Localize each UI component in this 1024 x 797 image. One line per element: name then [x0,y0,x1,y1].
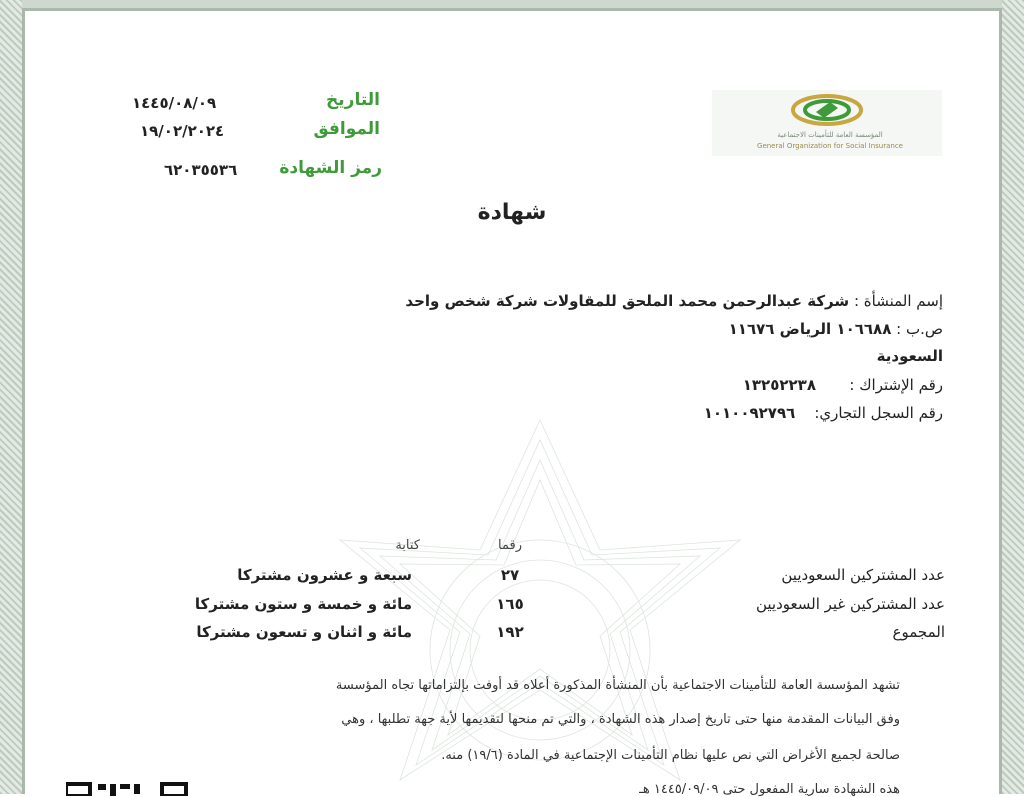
row-words-non-saudi: مائة و خمسة و ستون مشتركا [194,595,412,613]
border-pattern-right [1002,0,1024,794]
establishment-name-label: إسم المنشأة : [853,292,943,310]
border-pattern-left [0,0,22,794]
statement-line-2: وفق البيانات المقدمة منها حتى تاريخ إصدار هذه الشهادة ، والتي تم منحها لتقديمها لأية جهة تطلبها ، وهي [341,712,900,727]
page-title: شهادة [477,200,547,225]
logo-english-name: General Organization for Social Insurance [757,142,903,150]
cr-label: رقم السجل التجاري: [814,404,943,422]
cr-value: ١٠١٠٠٩٢٧٩٦ [703,404,796,422]
col-numbers-header: رقما [498,538,522,553]
hijri-date-value: ١٤٤٥/٠٨/٠٩ [132,94,217,112]
col-words-header: كتابة [395,538,420,553]
establishment-name-value: شركة عبدالرحمن محمد الملحق للمقاولات شركة شخص واحد [405,292,850,310]
row-words-saudi: سبعة و عشرون مشتركا [237,566,412,584]
row-words-total: مائة و اثنان و تسعون مشتركا [196,623,412,641]
date-label: التاريخ [326,90,380,110]
subscription-label: رقم الإشتراك : [849,376,943,394]
country: السعودية [876,347,943,365]
row-number-non-saudi: ١٦٥ [496,595,524,613]
row-label-non-saudi: عدد المشتركين غير السعوديين [755,595,945,613]
row-label-total: المجموع [892,623,945,641]
row-number-saudi: ٢٧ [500,566,520,584]
statement-line-3: صالحة لجميع الأغراض التي نص عليها نظام التأمينات الإجتماعية في المادة (١٩/٦) منه. [441,748,900,763]
logo-arabic-name: المؤسسة العامة للتأمينات الاجتماعية [777,131,883,139]
gregorian-label: الموافق [313,119,380,139]
pobox-label: ص.ب : [896,320,943,338]
pobox-value: ١٠٦٦٨٨ الرياض ١١٦٧٦ [728,320,892,338]
gregorian-date-value: ١٩/٠٢/٢٠٢٤ [140,122,225,140]
validity-line: هذه الشهادة سارية المفعول حتى ١٤٤٥/٠٩/٠٩ هـ [639,782,900,797]
row-number-total: ١٩٢ [496,623,524,641]
subscription-value: ١٣٢٥٢٢٣٨ [742,376,816,394]
gosi-emblem-icon [712,90,942,130]
cert-code-value: ٦٢٠٣٥٥٣٦ [164,161,238,179]
row-label-saudi: عدد المشتركين السعوديين [781,566,945,584]
cert-code-label: رمز الشهادة [279,158,382,178]
statement-line-1: تشهد المؤسسة العامة للتأمينات الاجتماعية بأن المنشأة المذكورة أعلاه قد أوفت بإلتزاماتها تجاه المؤسسة [335,678,900,693]
